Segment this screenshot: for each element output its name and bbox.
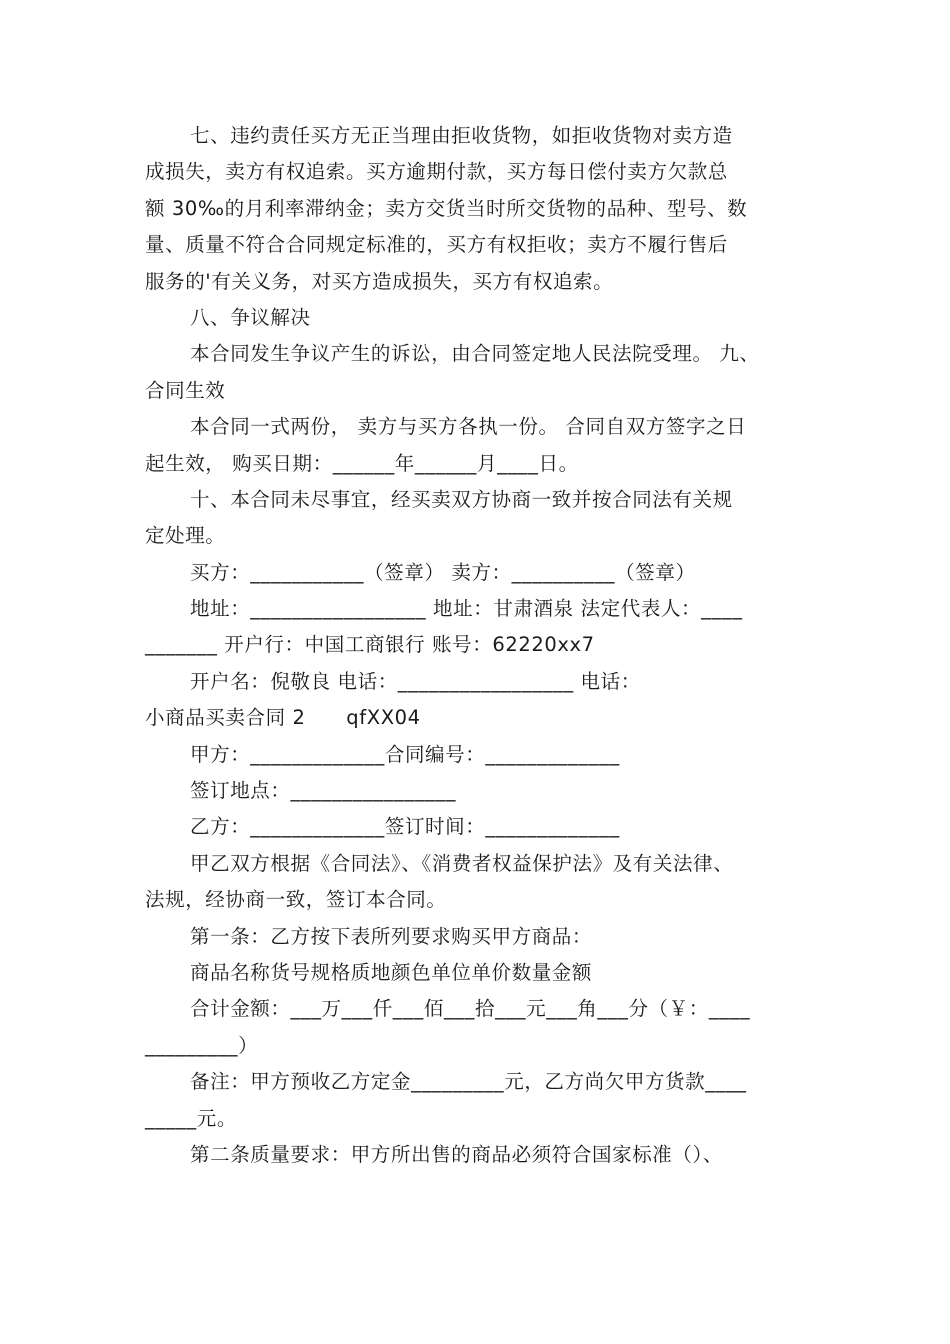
preamble-line-1: 甲乙双方根据《合同法》、《消费者权益保护法》及有关法律、 <box>190 851 734 875</box>
bank-line: _______ 开户行：中国工商银行 账号：62220xx7 <box>145 633 595 657</box>
clause-7-line-3: 额 30‰的月利率滞纳金；卖方交货当时所交货物的品种、型号、数 <box>145 196 748 220</box>
preamble-line-2: 法规，经协商一致，签订本合同。 <box>145 888 447 912</box>
party-a-line: 甲方：_____________合同编号：_____________ <box>190 742 620 766</box>
account-name-line: 开户名：倪敬良 电话：_________________ 电话： <box>190 669 641 693</box>
clause-10-line-2: 定处理。 <box>145 524 226 548</box>
remarks-line-2: _____元。 <box>145 1106 237 1130</box>
article-2-line: 第二条质量要求：甲方所出售的商品必须符合国家标准（）、 <box>190 1142 723 1166</box>
signing-place-line: 签订地点：________________ <box>190 779 457 803</box>
document-body <box>145 118 825 1173</box>
total-amount-line-2: _________） <box>145 1033 259 1057</box>
signature-line: 买方：___________（签章） 卖方：__________（签章） <box>190 560 696 584</box>
clause-7-line-2: 成损失，卖方有权追索。买方逾期付款，买方每日偿付卖方欠款总 <box>145 160 728 184</box>
party-b-line: 乙方：_____________签订时间：_____________ <box>190 815 620 839</box>
clause-8-heading: 八、争议解决 <box>190 305 311 329</box>
clause-7-line-1: 七、违约责任买方无正当理由拒收货物，如拒收货物对卖方造 <box>190 124 733 147</box>
product-table-header: 商品名称货号规格质地颜色单位单价数量金额 <box>190 960 593 984</box>
total-amount-line-1: 合计金额：___万___仟___佰___拾___元___角___分（￥：____ <box>190 997 751 1021</box>
contract-2-title: 小商品买卖合同 2 qfXX04 <box>145 706 421 730</box>
address-line: 地址：_________________ 地址：甘肃酒泉 法定代表人：____ <box>190 597 743 621</box>
article-1-line: 第一条：乙方按下表所列要求购买甲方商品： <box>190 924 593 948</box>
clause-8-text: 本合同发生争议产生的诉讼，由合同签定地人民法院受理。 九、 <box>190 342 760 366</box>
clause-9-heading: 合同生效 <box>145 378 226 402</box>
clause-7-line-4: 量、质量不符合合同规定标准的，买方有权拒收；卖方不履行售后 <box>145 233 728 257</box>
clause-7-line-5: 服务的'有关义务，对买方造成损失，买方有权追索。 <box>145 269 614 293</box>
clause-9-text-2: 起生效， 购买日期：______年______月____日。 <box>145 451 579 475</box>
remarks-line-1: 备注：甲方预收乙方定金_________元，乙方尚欠甲方货款____ <box>190 1070 747 1094</box>
clause-9-text-1: 本合同一式两份， 卖方与买方各执一份。 合同自双方签字之日 <box>190 415 747 439</box>
clause-10-line-1: 十、本合同未尽事宜，经买卖双方协商一致并按合同法有关规 <box>190 487 733 511</box>
